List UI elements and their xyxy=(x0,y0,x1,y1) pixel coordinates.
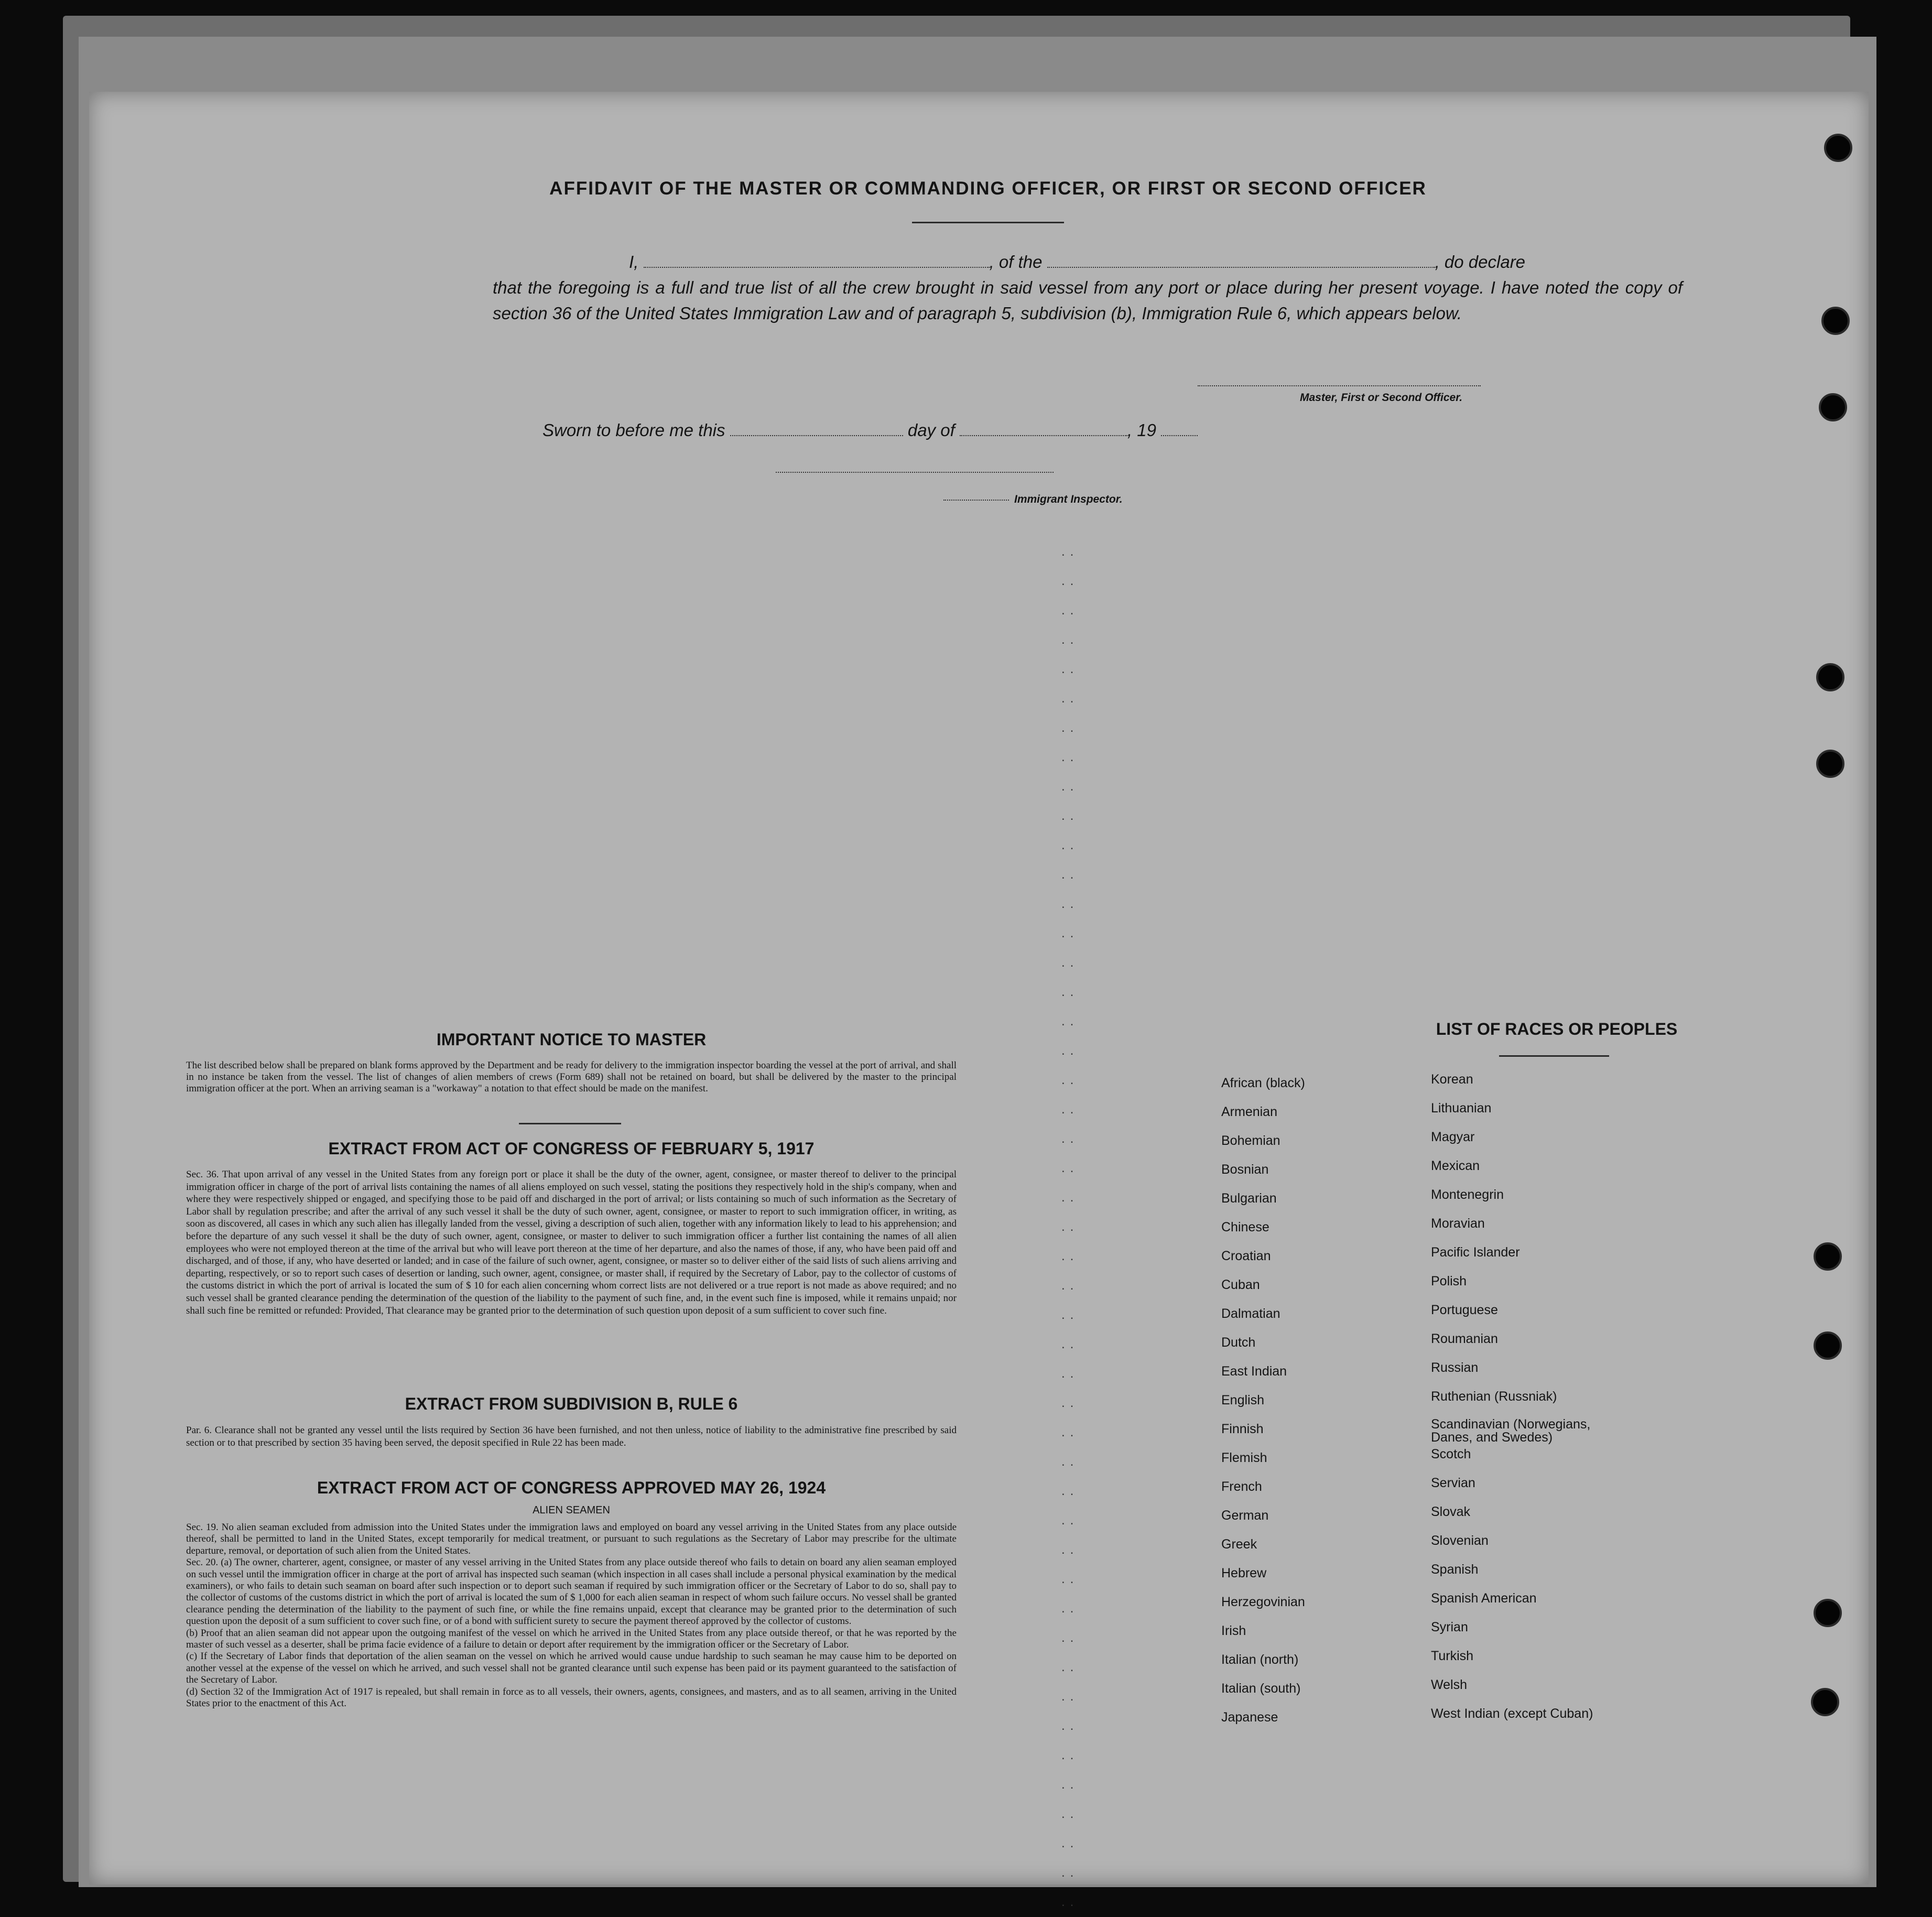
race-item: Spanish xyxy=(1431,1562,1479,1577)
affidavit-title: AFFIDAVIT OF THE MASTER OR COMMANDING OFFICER, OR FIRST OR SECOND OFFICER xyxy=(549,178,1427,199)
race-item: Japanese xyxy=(1221,1710,1278,1725)
section-19-paragraph: Sec. 19. No alien seaman excluded from admission into the United States under the immigration laws and employed on board any vessel arriving in the United States from any place outside thereof, shall be permitted to land in the United States, except temporarily for medical treatment, or pursuant to such regulations as the Secretary of Labor may prescribe for the ultimate departure, removal, or deportation of such alien from the United States. xyxy=(186,1522,957,1556)
races-left-column xyxy=(1221,1076,1305,1739)
section-20b-paragraph: (b) Proof that an alien seaman did not appear upon the outgoing manifest of the vessel on which he arrived in the United States from any place outside thereof, or that he was reported by the master of such vessel as a deserter, shall be prima facie evidence of a failure to detain or deport after requirement by the immigration officer or the Secretary of Labor. xyxy=(186,1627,957,1651)
race-item: Dutch xyxy=(1221,1335,1256,1350)
extract-1917-body: Sec. 36. That upon arrival of any vessel in the United States from any foreign port or place it shall be the duty of the owner, agent, consignee, or master thereof to deliver to the principal immigration officer in charge of the port of arrival lists containing the names of all aliens employed on such vessel, stating the positions they respectively hold in the ship's company, when and where they were respectively shipped or engaged, and specifying those to be paid off and discharged in the port of arrival; or lists containing so much of such information as the Secretary of Labor shall by regulation prescribe; and after the arrival of any such vessel it shall be the duty of such owner, agent, consignee, or master to report to such immigration officer, in writing, as soon as discovered, all cases in which any such alien has illegally landed from the vessel, giving a description of such alien, together with any information likely to lead to his apprehension; and before the departure of any such vessel it shall be the duty of such owner, agent, consignee, or master to deliver to such immigration officer a further list containing the names of all alien employees who were not employed thereon at the time of the arrival but who will leave port thereon at the time of her departure, and also the names of those, if any, who have been paid off and discharged, and of those, if any, who have deserted or landed; and in case of the failure of such owner, agent, consignee, or master so to deliver either of the said lists of such aliens arriving and departing, respectively, or so to report such cases of desertion or landing, such owner, agent, consignee, or master shall, if required by the Secretary of Labor, pay to the collector of customs of the customs district in which the port of arrival is located the sum of $ 10 for each alien concerning whom correct lists are not delivered or a true report is not made as above required; and no such vessel shall be granted clearance pending the determination of the question of the liability to the payment of such fine, and, in the event such fine is imposed, while it remains unpaid; nor shall such fine be remitted or refunded: Provided, That clearance may be granted prior to the determination of such question upon deposit of a sum sufficient to cover such fine. xyxy=(186,1169,957,1316)
race-item: Hebrew xyxy=(1221,1566,1267,1580)
race-item: Herzegovinian xyxy=(1221,1595,1305,1609)
title-divider xyxy=(912,222,1064,223)
race-item: French xyxy=(1221,1479,1262,1494)
race-item: Cuban xyxy=(1221,1277,1260,1292)
section-20d-paragraph: (d) Section 32 of the Immigration Act of 1917 is repealed, but shall remain in force as to all vessels, their owners, agents, consignees, and masters, and as to all seamen, arriving in the United States prior to the enactment of this Act. xyxy=(186,1686,957,1709)
race-item: Moravian xyxy=(1431,1216,1485,1231)
race-item: Pacific Islander xyxy=(1431,1245,1520,1260)
race-item: English xyxy=(1221,1393,1264,1407)
binder-hole xyxy=(1816,750,1844,778)
master-signature-field[interactable] xyxy=(1198,385,1481,386)
race-item: East Indian xyxy=(1221,1364,1287,1379)
binder-hole xyxy=(1816,663,1844,691)
extract-1917-title: EXTRACT FROM ACT OF CONGRESS OF FEBRUARY 5, 1917 xyxy=(328,1139,815,1158)
race-item: Ruthenian (Russniak) xyxy=(1431,1389,1557,1404)
inspector-signature-field[interactable] xyxy=(776,472,1054,473)
races-right-column xyxy=(1431,1072,1620,1735)
race-item: Spanish American xyxy=(1431,1591,1537,1606)
divider xyxy=(519,1123,621,1124)
inspector-label: Immigrant Inspector. xyxy=(1014,493,1123,505)
race-item: Bulgarian xyxy=(1221,1191,1277,1206)
race-item: West Indian (except Cuban) xyxy=(1431,1706,1593,1721)
race-item: Italian (north) xyxy=(1221,1652,1299,1667)
notice-body: The list described below shall be prepared on blank forms approved by the Department and be ready for delivery to the immigration inspector boarding the vessel at the port of arrival, and shall in no instance be taken from the vessel. The list of changes of alien members of crews (Form 689) shall not be retained on board, but shall be delivered by the master to the principal immigration officer at the port. When an arriving seaman is a "workaway" a notation to that effect should be made on the manifest. xyxy=(186,1060,957,1094)
alien-seamen-subtitle: ALIEN SEAMEN xyxy=(533,1504,610,1516)
race-item: Polish xyxy=(1431,1274,1467,1288)
race-item: Magyar xyxy=(1431,1130,1475,1144)
race-item: African (black) xyxy=(1221,1076,1305,1090)
race-item: Mexican xyxy=(1431,1158,1480,1173)
sworn-year-field[interactable] xyxy=(1161,435,1198,436)
race-item: Russian xyxy=(1431,1360,1479,1375)
declaration-i-label: I, xyxy=(629,252,639,272)
binder-hole xyxy=(1811,1688,1839,1716)
vessel-name-field[interactable] xyxy=(1047,267,1435,268)
extract-rule6-body: Par. 6. Clearance shall not be granted any vessel until the lists required by Section 36 have been furnished, and not then unless, notice of liability to the administrative fine prescribed by said section or to that prescribed by section 35 having been served, the deposit specified in Rule 22 has been made. xyxy=(186,1425,957,1448)
race-item: Montenegrin xyxy=(1431,1187,1504,1202)
extract-rule6-title: EXTRACT FROM SUBDIVISION B, RULE 6 xyxy=(405,1394,738,1413)
officer-name-field[interactable] xyxy=(644,267,990,268)
race-item: Chinese xyxy=(1221,1220,1269,1234)
form-sheet xyxy=(89,92,1869,1909)
race-item: Italian (south) xyxy=(1221,1681,1301,1696)
race-item: Lithuanian xyxy=(1431,1101,1492,1115)
extract-1924-body xyxy=(186,1522,957,1710)
sworn-label: Sworn to before me this xyxy=(542,420,725,440)
declaration xyxy=(493,249,1683,326)
race-item: Servian xyxy=(1431,1476,1475,1490)
race-item: Welsh xyxy=(1431,1677,1468,1692)
races-title: LIST OF RACES OR PEOPLES xyxy=(1436,1020,1678,1038)
race-item: Armenian xyxy=(1221,1104,1277,1119)
race-item: Flemish xyxy=(1221,1450,1267,1465)
race-item: Slovenian xyxy=(1431,1533,1489,1548)
binder-hole xyxy=(1821,307,1850,335)
master-signature-label: Master, First or Second Officer. xyxy=(1300,392,1463,404)
race-item: Finnish xyxy=(1221,1422,1264,1436)
race-item: Greek xyxy=(1221,1537,1257,1552)
race-item: Turkish xyxy=(1431,1649,1474,1663)
race-item: Dalmatian xyxy=(1221,1306,1280,1321)
extract-1924-title: EXTRACT FROM ACT OF CONGRESS APPROVED MAY 26, 1924 xyxy=(317,1478,826,1497)
races-divider xyxy=(1499,1055,1609,1057)
sworn-line xyxy=(542,420,1198,440)
notice-title: IMPORTANT NOTICE TO MASTER xyxy=(436,1030,707,1049)
day-of-label: day of xyxy=(907,420,955,440)
section-20a-paragraph: Sec. 20. (a) The owner, charterer, agent, consignee, or master of any vessel arriving in the United States from any place outside thereof who fails to detain on board any alien seaman employed on such vessel until the immigration officer in charge at the port of arrival has inspected such seaman (which inspection in all cases shall include a personal physical examination by the medical examiners), or who fails to detain such seaman on board after such inspection or to deport such seaman if required by such immigration officer or the Secretary of Labor to do so, shall pay to the collector of customs of the customs district in which the port of arrival is located the sum of $ 1,000 for each alien seaman in respect of whom such failure occurs. No vessel shall be granted clearance pending the determination of the liability to the payment of such fine, or while the fine remains unpaid, except that clearance may be granted prior to the determination of such question upon the deposit of a sum sufficient to cover such fine, or of a bond with sufficient surety to secure the payment thereof approved by the collector of customs. xyxy=(186,1557,957,1627)
year-label: , 19 xyxy=(1127,420,1156,440)
race-item: Slovak xyxy=(1431,1504,1471,1519)
binder-hole xyxy=(1819,393,1847,421)
race-item: German xyxy=(1221,1508,1269,1523)
section-20c-paragraph: (c) If the Secretary of Labor finds that deportation of the alien seaman on the vessel on which he arrived would cause undue hardship to such seaman he may cause him to be deported on another vessel at the expense of the vessel on which he arrived, and such vessel shall not be granted clearance until such expense has been paid or its payment guaranteed to the satisfaction of the Secretary of Labor. xyxy=(186,1651,957,1686)
binder-hole xyxy=(1814,1331,1842,1360)
declaration-of-the-label: , of the xyxy=(989,252,1043,272)
race-item: Irish xyxy=(1221,1623,1246,1638)
sworn-month-field[interactable] xyxy=(960,435,1127,436)
race-item: Bosnian xyxy=(1221,1162,1269,1177)
inspector-dotted-line xyxy=(943,500,1009,501)
declaration-fill-line xyxy=(493,249,1683,275)
binder-hole xyxy=(1814,1599,1842,1627)
race-item: Roumanian xyxy=(1431,1331,1498,1346)
race-item: Scotch xyxy=(1431,1447,1471,1461)
declaration-body: that the foregoing is a full and true list of all the crew brought in said vessel from any port or place during her present voyage. I have noted the copy of section 36 of the United States Immigration Law and of paragraph 5, subdivision (b), Immigration Rule 6, which appears below. xyxy=(493,278,1683,323)
race-item: Scandinavian (Norwegians, Danes, and Swedes) xyxy=(1431,1417,1591,1445)
declaration-do-declare-label: , do declare xyxy=(1435,252,1526,272)
race-item: Croatian xyxy=(1221,1249,1271,1263)
binder-hole xyxy=(1814,1242,1842,1271)
race-item: Bohemian xyxy=(1221,1133,1280,1148)
race-item: Korean xyxy=(1431,1072,1473,1087)
race-item: Portuguese xyxy=(1431,1303,1498,1317)
race-item: Syrian xyxy=(1431,1620,1468,1634)
binder-hole xyxy=(1824,134,1852,162)
sworn-day-field[interactable] xyxy=(730,435,903,436)
faint-dot-column: .. .. .. .. .. .. .. .. .. .. .. .. .. .. .. .. .. .. .. .. .. .. .. .. .. .. .. .. .. .. .. .. .. .. .. .. .. .. .. .. .. .. .. .. .. .. .. xyxy=(1061,545,1079,1909)
